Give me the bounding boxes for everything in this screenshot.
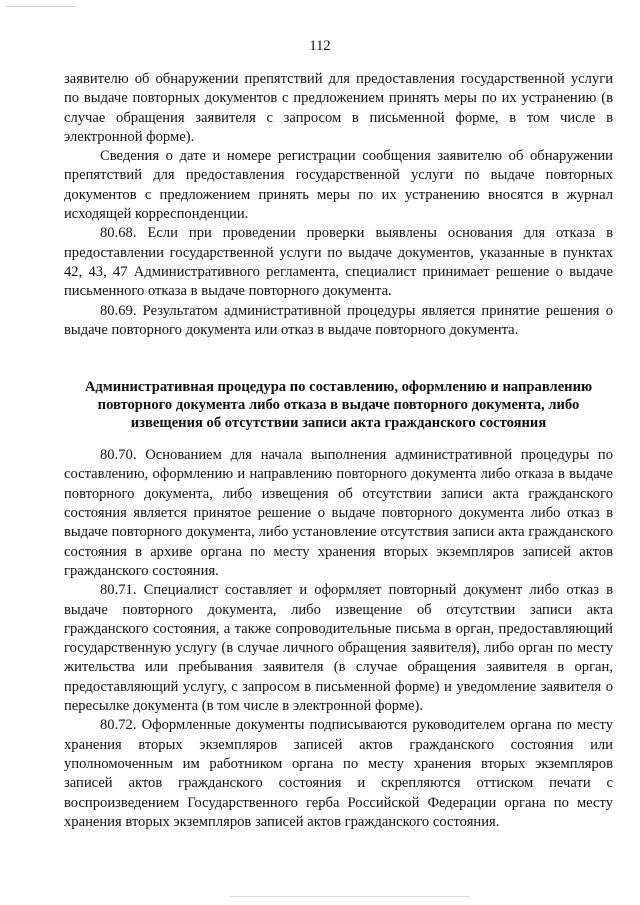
section-heading-line-1: Административная процедура по составлению, оформлению и направлению	[84, 379, 593, 396]
paragraph-80-71: 80.71. Специалист составляет и оформляет повторный документ либо отказ в выдаче повторного документа, либо извещение об отсутствии записи акта гражданского состояния, а также сопроводительные письма в орган, предоставляющий государственную услугу (в случае личного обращения заявителя), либо орган по месту жительства или пребывания заявителя (в случае обращения заявителя в орган, предоставляющий услугу, с запросом в письменной форме) и уведомление заявителя о пересылке документа (в том числе в электронной форме).	[64, 582, 613, 715]
scan-edge-mark	[6, 6, 76, 7]
paragraph-80-69: 80.69. Результатом административной процедуры является принятие решения о выдаче повторного документа или отказ в выдаче повторного документа.	[64, 302, 613, 338]
scan-edge-mark-bottom	[230, 896, 470, 897]
paragraph-80-72: 80.72. Оформленные документы подписываются руководителем органа по месту хранения вторых экземпляров записей актов гражданского состояния или уполномоченным им работником органа по месту хранения вторых экземпляров записей актов гражданского состояния и скрепляются оттиском печати с воспроизведением Государственного герба Российской Федерации органа по месту хранения вторых экземпляров записей актов гражданского состояния.	[64, 717, 613, 830]
section-heading	[64, 378, 613, 432]
paragraph-continuation: заявителю об обнаружении препятствий для предоставления государственной услуги по выдаче повторных документов с предложением принять меры по их устранению (в случае обращения заявителя с запросом в письменной форме, в том числе в электронной форме).	[64, 71, 613, 145]
paragraph-80-70: 80.70. Основанием для начала выполнения административной процедуры по составлению, оформлению и направлению повторного документа либо отказа в выдаче повторного документа, либо извещения об отсутствии записи акта гражданского состояния является принятое решение о выдаче повторного документа либо отказ в выдаче повторного документа, либо установление отсутствия записи акта гражданского состояния в архиве органа по месту хранения вторых экземпляров записей актов гражданского состояния.	[64, 447, 613, 579]
paragraph-80-68: 80.68. Если при проведении проверки выявлены основания для отказа в предоставлении государственной услуги по выдаче документов, указанные в пунктах 42, 43, 47 Административного регламента, специалист принимает решение о выдаче письменного отказа в выдаче повторного документа.	[64, 225, 613, 300]
page-number: 112	[309, 38, 331, 54]
document-body	[64, 70, 613, 832]
paragraph-registration-info: Сведения о дате и номере регистрации сообщения заявителю об обнаружении препятствий для предоставления государственной услуги по выдаче повторных документов с предложением принять меры по их устранению вносятся в журнал исходящей корреспонденции.	[64, 148, 613, 223]
section-heading-line-2: повторного документа либо отказа в выдаче повторного документа, либо	[97, 397, 580, 414]
section-heading-line-3: извещения об отсутствии записи акта гражданского состояния	[130, 415, 547, 432]
